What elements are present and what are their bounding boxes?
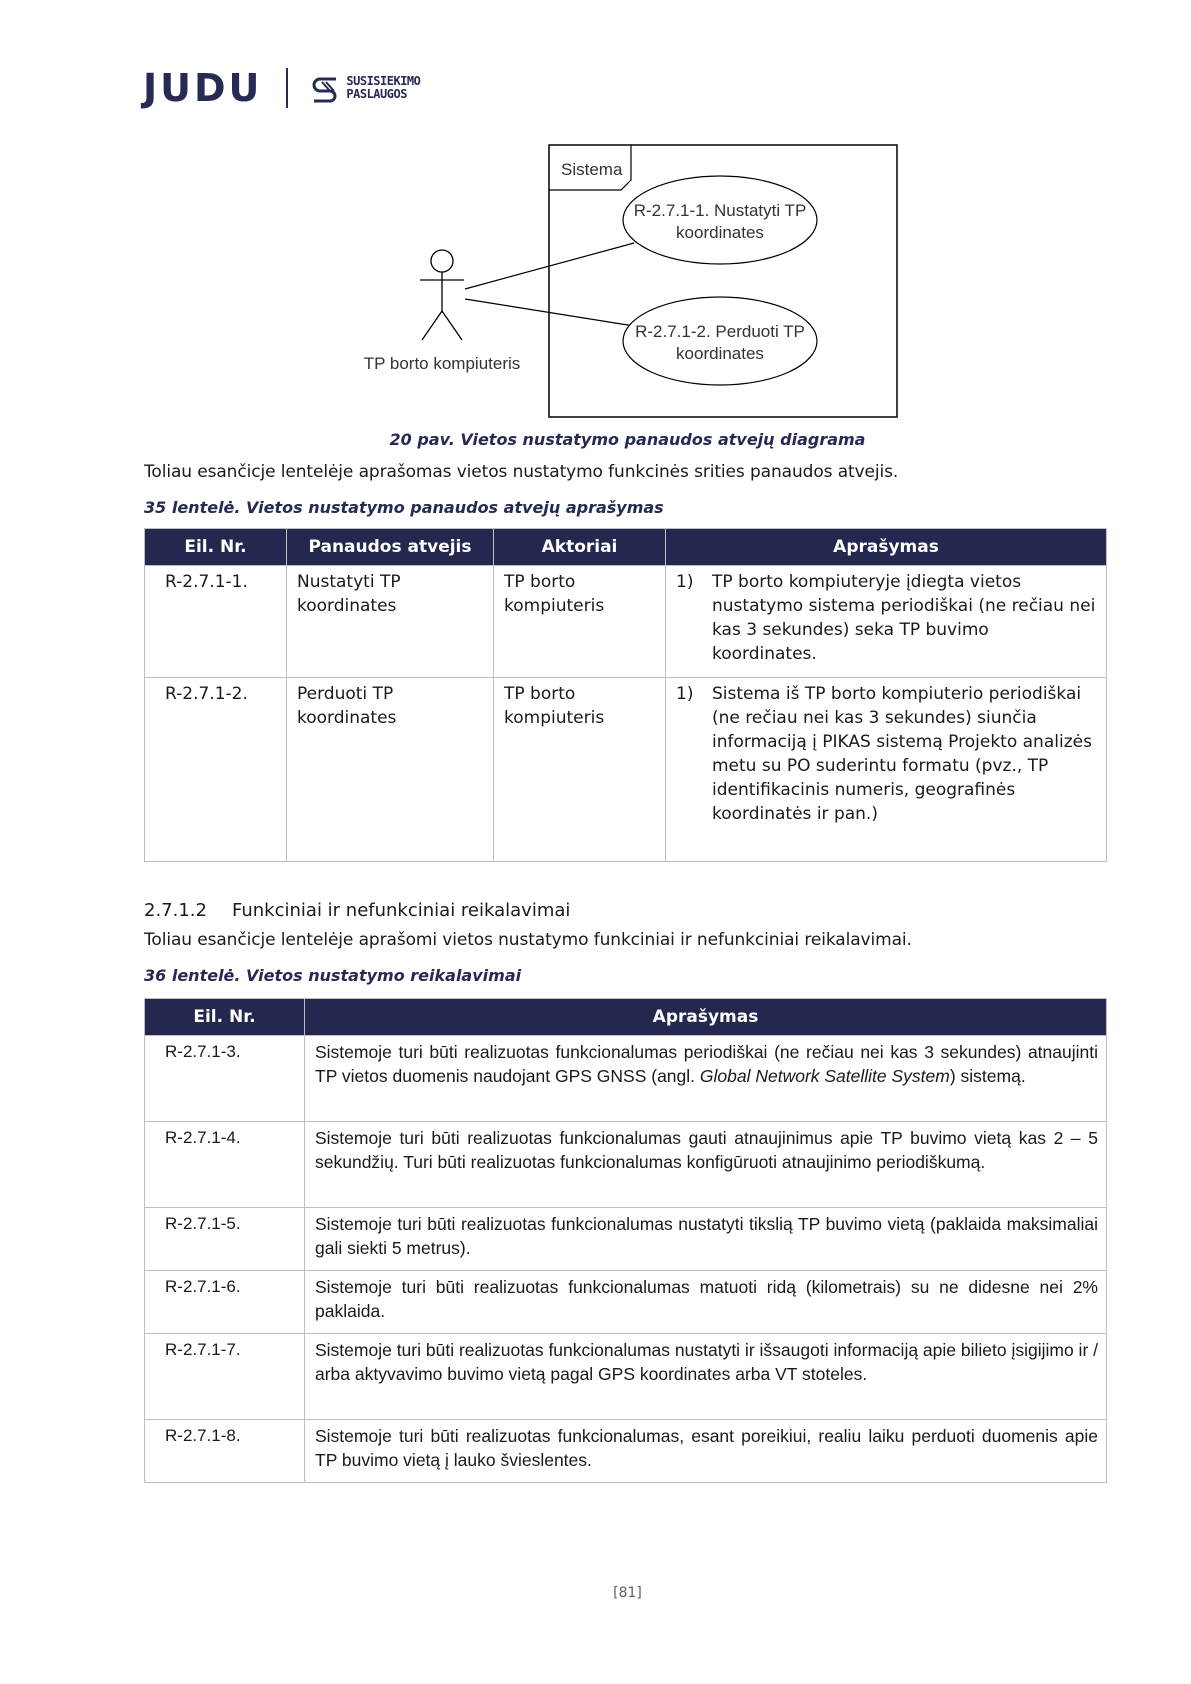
use-case-ellipse-2	[623, 297, 817, 385]
col-header-description: Aprašymas	[305, 999, 1107, 1036]
cell-description: Sistemoje turi būti realizuotas funkcionalumas nustatyti tikslią TP buvimo vietą (paklaida maksimaliai gali siekti 5 metrus).	[305, 1208, 1107, 1271]
header-logo	[143, 68, 420, 108]
intro-paragraph-1: Toliau esančicje lentelėje aprašomas vietos nustatymo funkcinės srities panaudos atvejis.	[144, 462, 899, 482]
section-heading	[144, 900, 570, 921]
cell-id: R-2.7.1-5.	[145, 1208, 305, 1271]
cell-description: Sistemoje turi būti realizuotas funkcionalumas, esant poreikiui, realiu laiku perduoti duomenis apie TP buvimo vietą į lauko švieslentes.	[305, 1420, 1107, 1483]
cell-id: R-2.7.1-2.	[145, 678, 287, 862]
table-row	[145, 678, 1107, 862]
table-row	[145, 1208, 1107, 1271]
table35-caption: 35 lentelė. Vietos nustatymo panaudos atvejų aprašymas	[144, 498, 664, 517]
cell-description	[666, 678, 1107, 862]
cell-use-case: Nustatyti TP koordinates	[287, 566, 494, 678]
table-row	[145, 1420, 1107, 1483]
figure-caption: 20 pav. Vietos nustatymo panaudos atvejų diagrama	[389, 430, 866, 449]
use-case-1-line2: koordinates	[676, 223, 764, 242]
col-header-description: Aprašymas	[666, 529, 1107, 566]
use-case-diagram	[340, 140, 900, 420]
table36-caption: 36 lentelė. Vietos nustatymo reikalavimai	[144, 966, 522, 985]
cell-id: R-2.7.1-8.	[145, 1420, 305, 1483]
description-text-end: ) sistemą.	[949, 1066, 1026, 1086]
use-case-ellipse-1	[623, 176, 817, 264]
cell-id: R-2.7.1-3.	[145, 1036, 305, 1122]
col-header-use-case: Panaudos atvejis	[287, 529, 494, 566]
logo-text-line2: PASLAUGOS	[346, 87, 407, 101]
cell-use-case: Perduoti TP koordinates	[287, 678, 494, 862]
use-case-1-line1: R-2.7.1-1. Nustatyti TP	[633, 201, 807, 220]
col-header-id: Eil. Nr.	[145, 999, 305, 1036]
section-title: Funkciniai ir nefunkciniai reikalavimai	[232, 900, 571, 921]
page-number: [81]	[613, 1585, 642, 1601]
cell-description	[666, 566, 1107, 678]
use-case-2-line2: koordinates	[676, 344, 764, 363]
table-header-row	[145, 999, 1107, 1036]
ss-logo-mark-icon	[310, 73, 340, 103]
table-row	[145, 566, 1107, 678]
logo-text-line1: SUSISIEKIMO	[346, 74, 421, 88]
cell-actors: TP borto kompiuteris	[494, 566, 666, 678]
cell-id: R-2.7.1-7.	[145, 1334, 305, 1420]
cell-description: Sistemoje turi būti realizuotas funkcionalumas nustatyti ir išsaugoti informaciją apie bilieto įsigijimo ir / arba aktyvavimo buvimo vietą pagal GPS koordinates arba VT stoteles.	[305, 1334, 1107, 1420]
cell-description: Sistemoje turi būti realizuotas funkcionalumas matuoti ridą (kilometrais) su ne didesne nei 2% paklaida.	[305, 1271, 1107, 1334]
judu-logo: JUDU	[143, 66, 263, 110]
description-italic-text: Global Network Satellite System	[699, 1066, 950, 1086]
actor-label: TP borto kompiuteris	[363, 354, 521, 373]
cell-id: R-2.7.1-6.	[145, 1271, 305, 1334]
cell-id: R-2.7.1-1.	[145, 566, 287, 678]
table-row	[145, 1122, 1107, 1208]
col-header-id: Eil. Nr.	[145, 529, 287, 566]
description-text: Sistema iš TP borto kompiuterio periodiškai (ne rečiau nei kas 3 sekundes) siunčia informaciją į PIKAS sistemą Projekto analizės metu su PO suderintu formatu (pvz., TP identifikacinis numeris, geografinės koordinatės ir pan.)	[712, 684, 1092, 824]
section-number: 2.7.1.2	[144, 900, 207, 921]
actor-icon	[420, 250, 464, 340]
table-row	[145, 1334, 1107, 1420]
list-number: 1)	[676, 684, 694, 704]
use-case-table	[144, 528, 1107, 862]
cell-actors: TP borto kompiuteris	[494, 678, 666, 862]
cell-description: Sistemoje turi būti realizuotas funkcionalumas gauti atnaujinimus apie TP buvimo vietą kas 2 – 5 sekundžių. Turi būti realizuotas funkcionalumas konfigūruoti atnaujinimo periodiškumą.	[305, 1122, 1107, 1208]
description-text: TP borto kompiuteryje įdiegta vietos nustatymo sistema periodiškai (ne rečiau nei kas 3 sekundes) seka TP buvimo koordinates.	[712, 572, 1096, 664]
table-row	[145, 1271, 1107, 1334]
intro-paragraph-2: Toliau esančicje lentelėje aprašomi vietos nustatymo funkciniai ir nefunkciniai reikalavimai.	[144, 930, 912, 950]
cell-id: R-2.7.1-4.	[145, 1122, 305, 1208]
list-number: 1)	[676, 572, 694, 592]
table-row	[145, 1036, 1107, 1122]
requirements-table	[144, 998, 1107, 1483]
cell-description	[305, 1036, 1107, 1122]
logo-divider	[286, 68, 288, 108]
use-case-2-line1: R-2.7.1-2. Perduoti TP	[635, 322, 805, 341]
col-header-actors: Aktoriai	[494, 529, 666, 566]
susisiekimo-paslaugos-logo	[310, 73, 420, 103]
system-label: Sistema	[561, 160, 623, 179]
table-header-row	[145, 529, 1107, 566]
description-text: Sistemoje turi būti realizuotas funkcionalumas periodiškai (ne rečiau nei kas 3 sekundes) atnaujinti TP vietos duomenis naudojant GPS GNSS (angl.	[315, 1042, 1098, 1086]
